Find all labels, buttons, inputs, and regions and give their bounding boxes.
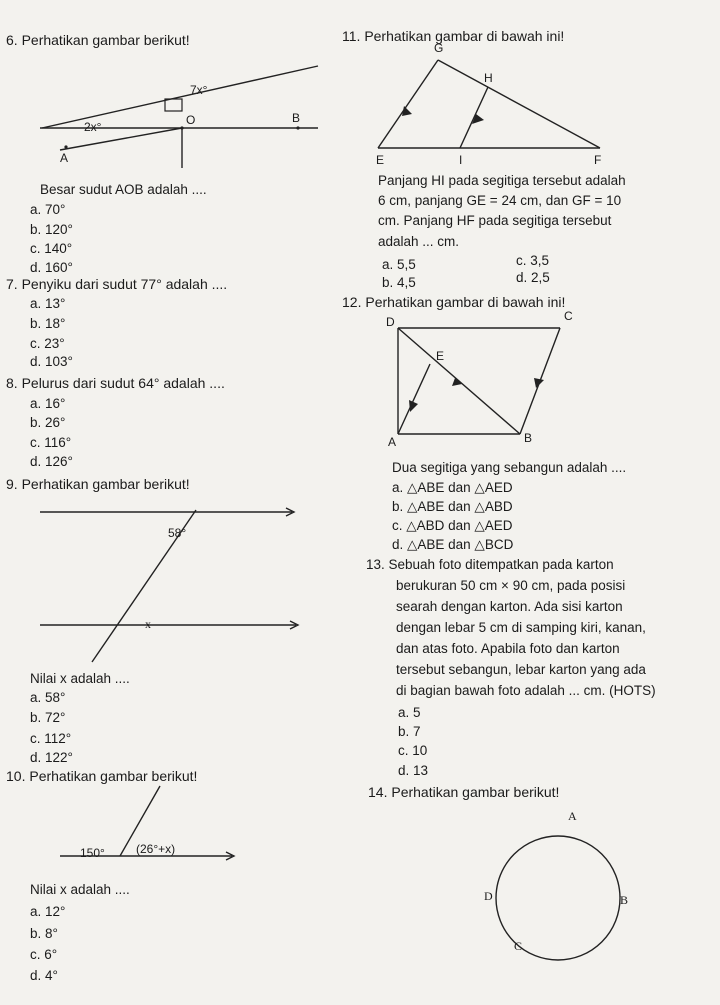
q11-line-1: Panjang HI pada segitiga tersebut adalah — [378, 173, 626, 188]
q6-option-a: a. 70° — [30, 202, 66, 217]
q11-line-4: adalah ... cm. — [378, 234, 460, 249]
q9-label-58: 58° — [168, 526, 187, 540]
q11-label-f: F — [594, 153, 602, 167]
q11-label-h: H — [484, 71, 493, 85]
q6-question: Besar sudut AOB adalah .... — [40, 182, 207, 197]
q6-option-b: b. 120° — [30, 222, 73, 237]
q11-label-i: I — [459, 153, 463, 167]
q13-line-5: dan atas foto. Apabila foto dan karton — [396, 641, 620, 656]
q6-option-c: c. 140° — [30, 241, 73, 256]
q6-option-d: d. 160° — [30, 260, 73, 275]
q11-line-3: cm. Panjang HF pada segitiga tersebut — [378, 213, 612, 228]
q12-question: Dua segitiga yang sebangun adalah .... — [392, 460, 627, 475]
q6-label-o: O — [186, 113, 196, 127]
q14-title: 14. Perhatikan gambar berikut! — [368, 784, 560, 800]
q7-option-a: a. 13° — [30, 296, 66, 311]
q10-label-150: 150° — [80, 846, 105, 860]
q6-label-2x: 2x° — [84, 120, 102, 134]
q8-option-b: b. 26° — [30, 415, 66, 430]
q12-title: 12. Perhatikan gambar di bawah ini! — [342, 294, 566, 310]
q13-line-3: searah dengan karton. Ada sisi karton — [396, 599, 623, 614]
q7-option-b: b. 18° — [30, 316, 66, 331]
q14-label-c: C — [514, 939, 523, 953]
q7-option-c: c. 23° — [30, 336, 65, 351]
q9-option-b: b. 72° — [30, 710, 66, 725]
q13-line-1: 13. Sebuah foto ditempatkan pada karton — [366, 557, 614, 572]
q10-option-b: b. 8° — [30, 926, 58, 941]
q9-question: Nilai x adalah .... — [30, 671, 130, 686]
q11-option-b: b. 4,5 — [382, 275, 416, 290]
q12-label-b: B — [524, 431, 533, 445]
q11-line-2: 6 cm, panjang GE = 24 cm, dan GF = 10 — [378, 193, 622, 208]
q13-line-4: dengan lebar 5 cm di samping kiri, kanan, — [396, 620, 646, 635]
q9-option-a: a. 58° — [30, 690, 66, 705]
q12-label-a: A — [388, 435, 397, 449]
q12-option-c: c. △ABD dan △AED — [392, 518, 513, 533]
q8-question: 8. Pelurus dari sudut 64° adalah .... — [6, 375, 225, 391]
q13-line-2: berukuran 50 cm × 90 cm, pada posisi — [396, 578, 626, 593]
q13-option-a: a. 5 — [398, 705, 421, 720]
q10-option-d: d. 4° — [30, 968, 58, 983]
q14-label-d: D — [484, 889, 493, 903]
q14-label-b: B — [620, 893, 629, 907]
q8-option-c: c. 116° — [30, 435, 72, 450]
q8-option-d: d. 126° — [30, 454, 73, 469]
q11-title: 11. Perhatikan gambar di bawah ini! — [342, 28, 565, 44]
q11-option-a: a. 5,5 — [382, 257, 416, 272]
q13-option-c: c. 10 — [398, 743, 428, 758]
q6-label-b: B — [292, 111, 301, 125]
q6-label-7x: 7x° — [190, 83, 208, 97]
q6-label-a: A — [60, 151, 69, 165]
q7-question: 7. Penyiku dari sudut 77° adalah .... — [6, 276, 228, 292]
q11-label-e: E — [376, 153, 385, 167]
q12-option-d: d. △ABE dan △BCD — [392, 537, 514, 552]
q10-option-a: a. 12° — [30, 904, 66, 919]
q12-label-c: C — [564, 309, 573, 323]
q10-title: 10. Perhatikan gambar berikut! — [6, 768, 198, 784]
q7-option-d: d. 103° — [30, 354, 73, 369]
q12-label-d: D — [386, 315, 395, 329]
q12-label-e: E — [436, 349, 445, 363]
q6-title: 6. Perhatikan gambar berikut! — [6, 32, 190, 48]
q9-title: 9. Perhatikan gambar berikut! — [6, 476, 190, 492]
q10-label-26x: (26°+x) — [136, 842, 176, 856]
q10-question: Nilai x adalah .... — [30, 882, 130, 897]
q13-line-6: tersebut sebangun, lebar karton yang ada — [396, 662, 646, 677]
q8-option-a: a. 16° — [30, 396, 66, 411]
q13-option-d: d. 13 — [398, 763, 429, 778]
q11-label-g: G — [434, 41, 444, 55]
q12-option-b: b. △ABE dan △ABD — [392, 499, 513, 514]
q14-label-a: A — [568, 809, 577, 823]
q12-option-a: a. △ABE dan △AED — [392, 480, 513, 495]
q13-option-b: b. 7 — [398, 724, 421, 739]
q9-option-c: c. 112° — [30, 731, 72, 746]
q9-label-x: x — [145, 617, 151, 631]
q9-option-d: d. 122° — [30, 750, 73, 765]
q11-option-c: c. 3,5 — [516, 253, 550, 268]
q10-option-c: c. 6° — [30, 947, 58, 962]
q11-option-d: d. 2,5 — [516, 270, 550, 285]
q13-line-7: di bagian bawah foto adalah ... cm. (HOTS) — [396, 683, 656, 698]
